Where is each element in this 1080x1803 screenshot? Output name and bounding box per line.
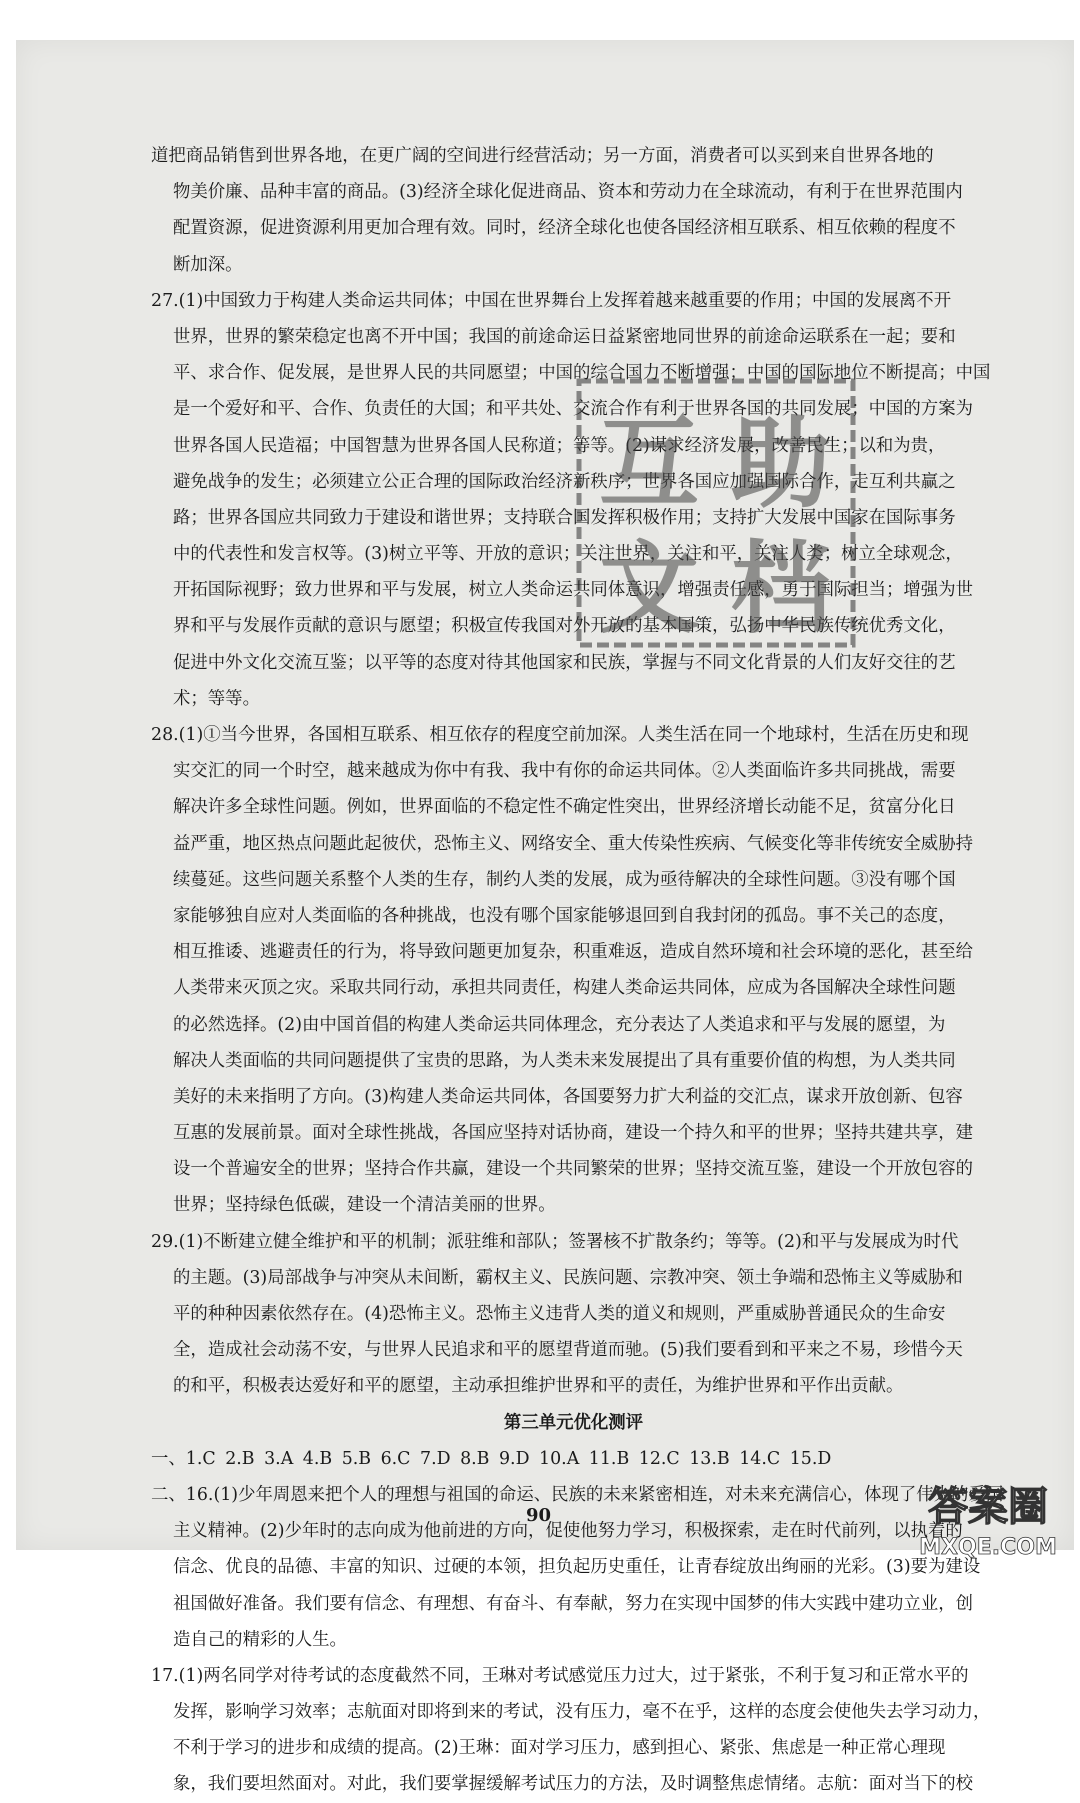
text-line: 界和平与发展作贡献的意识与愿望；积极宣传我国对外开放的基本国策，弘扬中华民族传统优秀文化， <box>173 616 956 637</box>
site-watermark-logo <box>908 1472 1068 1562</box>
text-line: 发挥，影响学习效率；志航面对即将到来的考试，没有压力，毫不在乎，这样的态度会使他失去学习动力， <box>173 1702 991 1723</box>
text-line: 平的种种因素依然存在。(4)恐怖主义。恐怖主义违背人类的道义和规则，严重威胁普通民众的生命安 <box>173 1304 946 1324</box>
text-line: 28.(1)①当今世界，各国相互联系、相互依存的程度空前加深。人类生活在同一个地球村，生活在历史和现 <box>151 725 969 745</box>
text-line: 二、16.(1)少年周恩来把个人的理想与祖国的命运、民族的未来紧密相连，对未来充满信心，体现了伟大的爱国 <box>151 1484 1004 1505</box>
text-line: 主义精神。(2)少年时的志向成为他前进的方向，促使他努力学习，积极探索，走在时代前列，以执着的 <box>173 1521 963 1542</box>
svg-text:档: 档 <box>731 530 831 647</box>
text-line: 的主题。(3)局部战争与冲突从未间断，霸权主义、民族问题、宗教冲突、领土争端和恐怖主义等威胁和 <box>173 1267 963 1288</box>
svg-text:助: 助 <box>731 405 831 522</box>
text-line: 的必然选择。(2)由中国首倡的构建人类命运共同体理念，充分表达了人类追求和平与发展的愿望，为 <box>173 1014 946 1035</box>
scanned-page <box>16 40 1074 1795</box>
text-line: 平、求合作、促发展，是世界人民的共同愿望；中国的综合国力不断增强；中国的国际地位不断提高；中国 <box>173 363 991 384</box>
svg-text:MXQE.COM: MXQE.COM <box>919 1535 1057 1560</box>
paragraph-q16 <box>151 1477 1004 1658</box>
text-line: 世界各国人民造福；中国智慧为世界各国人民称道；等等。(2)谋求经济发展，改善民生；以和为贵， <box>173 435 946 456</box>
text-line: 道把商品销售到世界各地，在更广阔的空间进行经营活动；另一方面，消费者可以买到来自世界各地的 <box>151 146 934 166</box>
text-line: 不利于学习的进步和成绩的提高。(2)王琳：面对学习压力，感到担心、紧张、焦虑是一种正常心理现 <box>173 1738 946 1759</box>
text-line: 世界，世界的繁荣稳定也离不开中国；我国的前途命运日益紧密地同世界的前途命运联系在一起；要和 <box>173 326 956 347</box>
text-line: 全，造成社会动荡不安，与世界人民追求和平的愿望背道而驰。(5)我们要看到和平来之不易，珍惜今天 <box>173 1340 963 1361</box>
page-number: 90 <box>526 1505 552 1526</box>
text-line: 益严重，地区热点问题此起彼伏，恐怖主义、网络安全、重大传染性疾病、气候变化等非传统安全威胁持 <box>173 833 973 854</box>
text-line: 解决人类面临的共同问题提供了宝贵的思路，为人类未来发展提出了具有重要价值的构想，为人类共同 <box>173 1050 956 1071</box>
multiple-choice-answers: 一、1.C 2.B 3.A 4.B 5.B 6.C 7.D 8.B 9.D 10.A 11.B 12.C 13.B 14.C 15.D <box>151 1448 832 1469</box>
watermark-stamp <box>571 373 861 653</box>
text-line: 物美价廉、品种丰富的商品。(3)经济全球化促进商品、资本和劳动力在全球流动，有利于在世界范围内 <box>173 182 963 203</box>
text-line: 人类带来灭顶之灾。采取共同行动，承担共同责任，构建人类命运共同体，应成为各国解决全球性问题 <box>173 978 956 999</box>
paragraph-q17 <box>151 1658 996 1803</box>
paragraph-q26-cont <box>151 138 996 283</box>
text-line: 中的代表性和发言权等。(3)树立平等、开放的意识；关注世界，关注和平，关注人类；树立全球观念， <box>173 544 963 565</box>
text-line: 的和平，积极表达爱好和平的愿望，主动承担维护世界和平的责任，为维护世界和平作出贡献。 <box>173 1376 904 1397</box>
text-line: 17.(1)两名同学对待考试的态度截然不同，王琳对考试感觉压力过大，过于紧张，不利于复习和正常水平的 <box>151 1665 969 1686</box>
section-title: 第三单元优化测评 <box>503 1412 644 1433</box>
text-line: 信念、优良的品德、丰富的知识、过硬的本领，担负起历史重任，让青春绽放出绚丽的光彩。(3)要为建设 <box>173 1557 981 1578</box>
text-line: 是一个爱好和平、合作、负责任的大国；和平共处、交流合作有利于世界各国的共同发展；中国的方案为 <box>173 399 973 420</box>
text-line: 续蔓延。这些问题关系整个人类的生存，制约人类的发展，成为亟待解决的全球性问题。③没有哪个国 <box>173 869 956 890</box>
text-line: 象，我们要坦然面对。对此，我们要掌握缓解考试压力的方法，及时调整焦虑情绪。志航：面对当下的校 <box>173 1774 973 1795</box>
text-line: 促进中外文化交流互鉴；以平等的态度对待其他国家和民族，掌握与不同文化背景的人们友好交往的艺 <box>173 652 956 673</box>
text-line: 27.(1)中国致力于构建人类命运共同体；中国在世界舞台上发挥着越来越重要的作用；中国的发展离不开 <box>151 290 952 311</box>
text-line: 避免战争的发生；必须建立公正合理的国际政治经济新秩序；世界各国应加强国际合作，走互利共赢之 <box>173 471 956 492</box>
text-line: 术；等等。 <box>173 688 260 709</box>
text-line: 实交汇的同一个时空，越来越成为你中有我、我中有你的命运共同体。②人类面临许多共同挑战，需要 <box>173 761 956 782</box>
text-line: 开拓国际视野；致力世界和平与发展，树立人类命运共同体意识，增强责任感，勇于国际担当；增强为世 <box>173 580 973 601</box>
svg-text:文: 文 <box>599 530 699 647</box>
svg-text:答案圈: 答案圈 <box>928 1484 1048 1530</box>
text-line: 路；世界各国应共同致力于建设和谐世界；支持联合国发挥积极作用；支持扩大发展中国家在国际事务 <box>173 507 956 528</box>
text-line: 美好的未来指明了方向。(3)构建人类命运共同体，各国要努力扩大利益的交汇点，谋求开放创新、包容 <box>173 1086 963 1107</box>
text-line: 世界；坚持绿色低碳，建设一个清洁美丽的世界。 <box>173 1195 556 1216</box>
text-line: 造自己的精彩的人生。 <box>173 1629 347 1650</box>
text-line: 设一个普遍安全的世界；坚持合作共赢，建设一个共同繁荣的世界；坚持交流互鉴，建设一个开放包容的 <box>173 1159 973 1180</box>
text-line: 相互推诿、逃避责任的行为，将导致问题更加复杂，积重难返，造成自然环境和社会环境的恶化，甚至给 <box>173 942 973 963</box>
text-line: 29.(1)不断建立健全维护和平的机制；派驻维和部队；签署核不扩散条约；等等。(2)和平与发展成为时代 <box>151 1231 959 1252</box>
text-line: 祖国做好准备。我们要有信念、有理想、有奋斗、有奉献，努力在实现中国梦的伟大实践中建功立业，创 <box>173 1593 973 1614</box>
paragraph-q29 <box>151 1224 996 1405</box>
text-line: 家能够独自应对人类面临的各种挑战，也没有哪个国家能够退回到自我封闭的孤岛。事不关己的态度， <box>173 905 956 926</box>
text-line: 断加深。 <box>173 254 243 275</box>
text-line: 解决许多全球性问题。例如，世界面临的不稳定性不确定性突出，世界经济增长动能不足，贫富分化日 <box>173 797 956 818</box>
svg-text:互: 互 <box>599 405 699 522</box>
text-line: 互惠的发展前景。面对全球性挑战，各国应坚持对话协商，建设一个持久和平的世界；坚持共建共享，建 <box>173 1123 973 1144</box>
paragraph-q28 <box>151 717 996 1224</box>
text-line: 配置资源，促进资源利用更加合理有效。同时，经济全球化也使各国经济相互联系、相互依赖的程度不 <box>173 218 956 239</box>
